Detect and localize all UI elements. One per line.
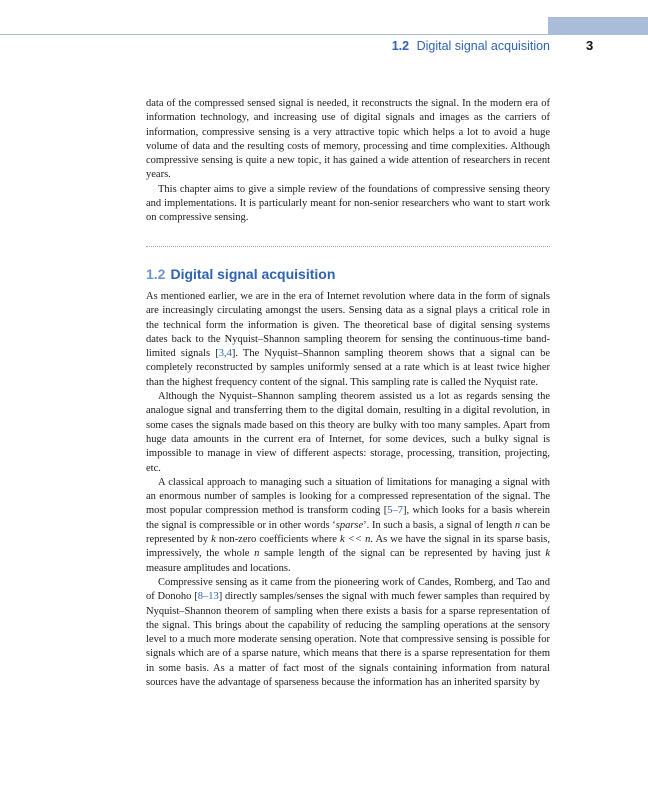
- running-head: [392, 39, 550, 53]
- intro-paragraph-1: data of the compressed sensed signal is needed, it reconstructs the signal. In the modern era of information technology, and increasing use of digital signals and images as the carriers of information, compressive sensing is a very attractive topic which helps a lot to avoid a huge volume of data and the resulting costs of memory, processing and time complexities. Although compressive sensing is quite a new topic, it has gained a wide attention of researchers in recent years.: [146, 98, 550, 181]
- section-number: 1.2: [146, 266, 166, 282]
- section-heading: [146, 266, 335, 282]
- section-title: Digital signal acquisition: [170, 266, 336, 282]
- citation-link[interactable]: 8–13: [197, 591, 219, 603]
- section-divider: [146, 246, 550, 247]
- header-accent-bar: [548, 17, 648, 35]
- section-paragraph-4: Compressive sensing as it came from the pioneering work of Candes, Romberg, and Tao and of Donoho [8–13] directly samples/senses the signal with much fewer samples than required by Nyquist–Shannon theorem of sampling when there exists a basis for a sparse representation of the signal. This brings about the capability of reducing the sampling operations at the sensory level to a much more moderate sensing operation. Note that compressive sensing is possible for signals which are of a sparse nature, which means that there is a sparse representation for them in some basis. As a matter of fact most of the signals containing information from natural sources have the advantage of sparseness because the information has an inherited sparsity by: [146, 576, 551, 689]
- page-number: 3: [586, 38, 594, 53]
- header-rule: [0, 34, 648, 35]
- citation-link[interactable]: 5–7: [387, 505, 403, 517]
- section-paragraph-3: A classical approach to managing such a situation of limitations for managing a signal with an enormous number of samples is looking for a compressed representation of the signal. The most popular compression method is transform coding [5–7], which looks for a basis wherein the signal is compressible or in other words ‘sparse’. In such a basis, a signal of length n can be represented by k non-zero coefficients where k << n. As we have the signal in its sparse basis, impressively, the whole n sample length of the signal can be represented by having just k measure amplitudes and locations.: [146, 476, 551, 574]
- running-head-number: 1.2: [391, 39, 410, 53]
- intro-paragraph-2: This chapter aims to give a simple review of the foundations of compressive sensing theory and implementations. It is particularly meant for non-senior researchers who want to start work on compressive sensing.: [146, 183, 550, 224]
- intro-text: [146, 97, 550, 226]
- running-head-title: Digital signal acquisition: [416, 39, 550, 53]
- section-paragraph-1: As mentioned earlier, we are in the era of Internet revolution where data in the form of signals are increasingly circulating amongst the users. Sensing data as a signal plays a critical role in the technical form the information is given. The theoretical base of digital sensing systems dates back to the Nyquist–Shannon sampling theorem for sensing the continuous-time band-limited signals [3,4]. The Nyquist–Shannon sampling theorem shows that a signal can be completely reconstructed by samples uniformly sensed at a rate which is at least twice higher than the highest frequency content of the signal. This sampling rate is called the Nyquist rate.: [146, 291, 550, 388]
- section-paragraph-2: Although the Nyquist–Shannon sampling theorem assisted us a lot as regards sensing the analogue signal and transferring them to the digital domain, resulting in a digital revolution, in some cases the signals made based on this theory are bulky with too many samples. Apart from huge data amounts in the current era of Internet, for some devices, such a bulky signal is impossible to manage in view of different aspects: storage, processing, transition, projecting, etc.: [146, 391, 550, 474]
- citation-link[interactable]: 3,4: [218, 348, 232, 360]
- section-body: [146, 290, 550, 690]
